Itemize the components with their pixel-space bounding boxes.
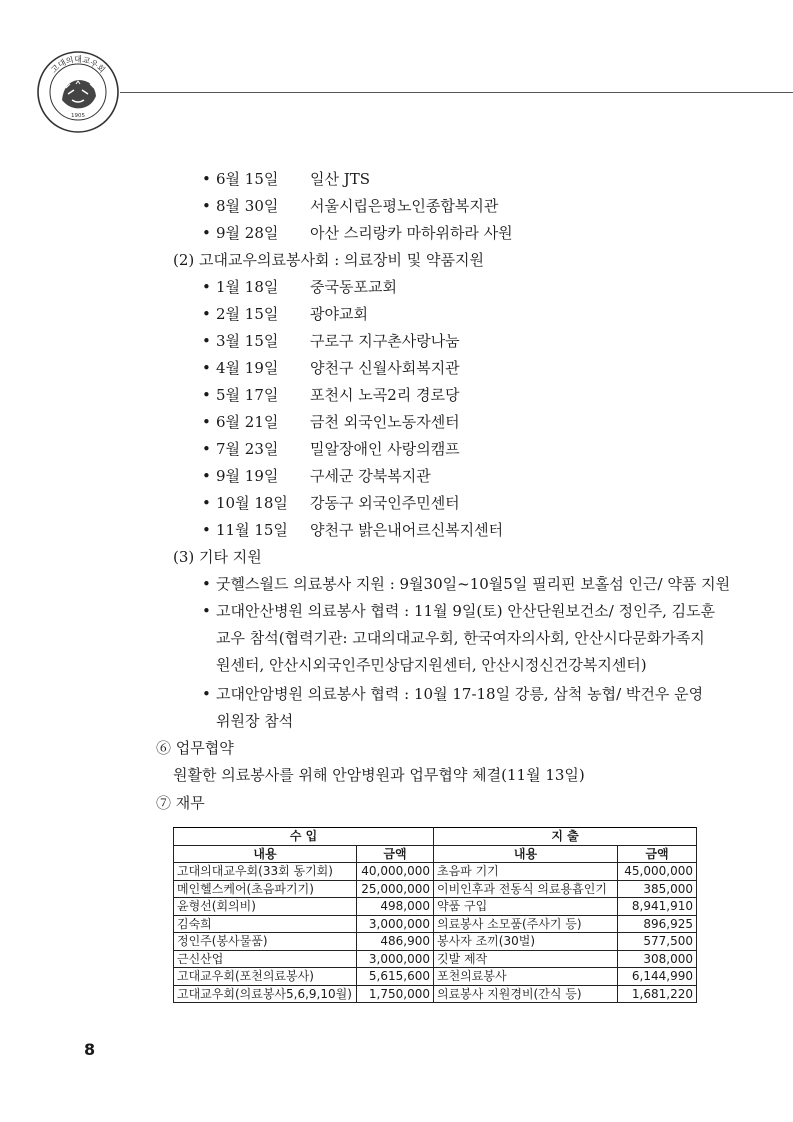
expense-amount: 577,500	[618, 933, 697, 951]
item-date: 4월 19일	[216, 359, 279, 377]
bullet: •	[202, 386, 211, 404]
table-row	[174, 985, 697, 1003]
item-date: 2월 15일	[216, 305, 279, 323]
expense-item: 포천의료봉사	[434, 968, 618, 986]
item-place: 아산 스리랑카 마하위하라 사원	[310, 224, 513, 242]
table-row	[174, 933, 697, 951]
expense-amount: 45,000,000	[618, 863, 697, 881]
item-date: 5월 17일	[216, 386, 279, 404]
bullet: •	[202, 494, 211, 512]
item-place: 양천구 밝은내어르신복지센터	[310, 521, 504, 539]
bullet: •	[202, 521, 211, 539]
item-date: 6월 21일	[216, 413, 279, 431]
item-date: 6월 15일	[216, 170, 279, 188]
income-amount: 5,615,600	[357, 968, 434, 986]
bullet: •	[202, 332, 211, 350]
table-row	[174, 950, 697, 968]
income-amount: 3,000,000	[357, 915, 434, 933]
item-date: 10월 18일	[216, 494, 288, 512]
expense-item: 의료봉사 소모품(주사기 등)	[434, 915, 618, 933]
section-heading: ⑦ 재무	[156, 794, 205, 812]
item-place: 광야교회	[310, 305, 368, 323]
column-header-content: 내용	[434, 845, 618, 863]
bullet: •	[202, 197, 211, 215]
income-header: 수 입	[174, 828, 434, 846]
bullet: •	[202, 305, 211, 323]
section-heading: (2) 고대교우의료봉사회 : 의료장비 및 약품지원	[173, 251, 484, 269]
item-place: 구로구 지구촌사랑나눔	[310, 332, 460, 350]
column-header-content: 내용	[174, 845, 357, 863]
expense-item: 초음파 기기	[434, 863, 618, 881]
bullet: •	[202, 685, 211, 703]
expense-amount: 1,681,220	[618, 985, 697, 1003]
finance-table	[173, 827, 697, 1003]
expense-item: 의료봉사 지원경비(간식 등)	[434, 985, 618, 1003]
section-body: 원활한 의료봉사를 위해 안암병원과 업무협약 체결(11월 13일)	[173, 766, 585, 784]
income-amount: 1,750,000	[357, 985, 434, 1003]
column-header-amount: 금액	[357, 845, 434, 863]
income-item: 김숙희	[174, 915, 357, 933]
expense-amount: 8,941,910	[618, 898, 697, 916]
expense-item: 깃발 제작	[434, 950, 618, 968]
section-heading: (3) 기타 지원	[173, 548, 262, 566]
income-amount: 486,900	[357, 933, 434, 951]
table-row	[174, 915, 697, 933]
income-item: 정인주(봉사물품)	[174, 933, 357, 951]
income-amount: 498,000	[357, 898, 434, 916]
item-text-line: 위원장 참석	[216, 712, 294, 730]
item-place: 일산 JTS	[310, 170, 371, 188]
tiger-emblem-logo	[36, 50, 120, 134]
expense-amount: 385,000	[618, 880, 697, 898]
item-place: 서울시립은평노인종합복지관	[310, 197, 499, 215]
table-row	[174, 898, 697, 916]
section-heading: ⑥ 업무협약	[156, 739, 234, 757]
logo-year: 1905	[71, 113, 85, 119]
bullet: •	[202, 575, 211, 593]
expense-item: 약품 구입	[434, 898, 618, 916]
item-text-line: 고대안암병원 의료봉사 협력 : 10월 17-18일 강릉, 삼척 농협/ 박건우 운영	[216, 685, 704, 703]
item-place: 밀알장애인 사랑의캠프	[310, 440, 460, 458]
bullet: •	[202, 467, 211, 485]
income-amount: 3,000,000	[357, 950, 434, 968]
bullet: •	[202, 170, 211, 188]
item-place: 중국동포교회	[310, 278, 397, 296]
expense-amount: 6,144,990	[618, 968, 697, 986]
income-item: 근신산업	[174, 950, 357, 968]
bullet: •	[202, 278, 211, 296]
item-place: 양천구 신월사회복지관	[310, 359, 460, 377]
column-header-amount: 금액	[618, 845, 697, 863]
expense-header: 지 출	[434, 828, 697, 846]
logo-ring-text: 고대의대교우회	[49, 55, 107, 75]
item-date: 9월 19일	[216, 467, 279, 485]
item-text-line: 원센터, 안산시외국인주민상담지원센터, 안산시정신건강복지센터)	[216, 656, 647, 674]
income-item: 윤형선(회의비)	[174, 898, 357, 916]
table-row	[174, 863, 697, 881]
item-text-line: 고대안산병원 의료봉사 협력 : 11월 9일(토) 안산단원보건소/ 정인주, 김도훈	[216, 602, 716, 620]
table-row	[174, 968, 697, 986]
income-item: 고대교우회(포천의료봉사)	[174, 968, 357, 986]
income-item: 고대교우회(의료봉사5,6,9,10월)	[174, 985, 357, 1003]
item-text-line: 굿헬스월드 의료봉사 지원 : 9월30일~10월5일 필리핀 보홀섬 인근/ 약품 지원	[216, 575, 731, 593]
item-place: 포천시 노곡2리 경로당	[310, 386, 460, 404]
item-date: 7월 23일	[216, 440, 279, 458]
income-amount: 25,000,000	[357, 880, 434, 898]
expense-amount: 896,925	[618, 915, 697, 933]
item-place: 강동구 외국인주민센터	[310, 494, 460, 512]
item-place: 구세군 강북복지관	[310, 467, 431, 485]
item-date: 9월 28일	[216, 224, 279, 242]
item-date: 8월 30일	[216, 197, 279, 215]
item-date: 3월 15일	[216, 332, 279, 350]
income-amount: 40,000,000	[357, 863, 434, 881]
header-rule	[120, 92, 793, 93]
income-item: 메인헬스케어(초음파기기)	[174, 880, 357, 898]
bullet: •	[202, 359, 211, 377]
expense-item: 이비인후과 전동식 의료용흡인기	[434, 880, 618, 898]
item-date: 1월 18일	[216, 278, 279, 296]
item-text-line: 교우 참석(협력기관: 고대의대교우회, 한국여자의사회, 안산시다문화가족지	[216, 629, 705, 647]
page-number: 8	[84, 1040, 96, 1059]
expense-amount: 308,000	[618, 950, 697, 968]
expense-item: 봉사자 조끼(30벌)	[434, 933, 618, 951]
item-date: 11월 15일	[216, 521, 288, 539]
bullet: •	[202, 602, 211, 620]
item-place: 금천 외국인노동자센터	[310, 413, 460, 431]
bullet: •	[202, 224, 211, 242]
bullet: •	[202, 440, 211, 458]
income-item: 고대의대교우회(33회 동기회)	[174, 863, 357, 881]
table-row	[174, 880, 697, 898]
bullet: •	[202, 413, 211, 431]
